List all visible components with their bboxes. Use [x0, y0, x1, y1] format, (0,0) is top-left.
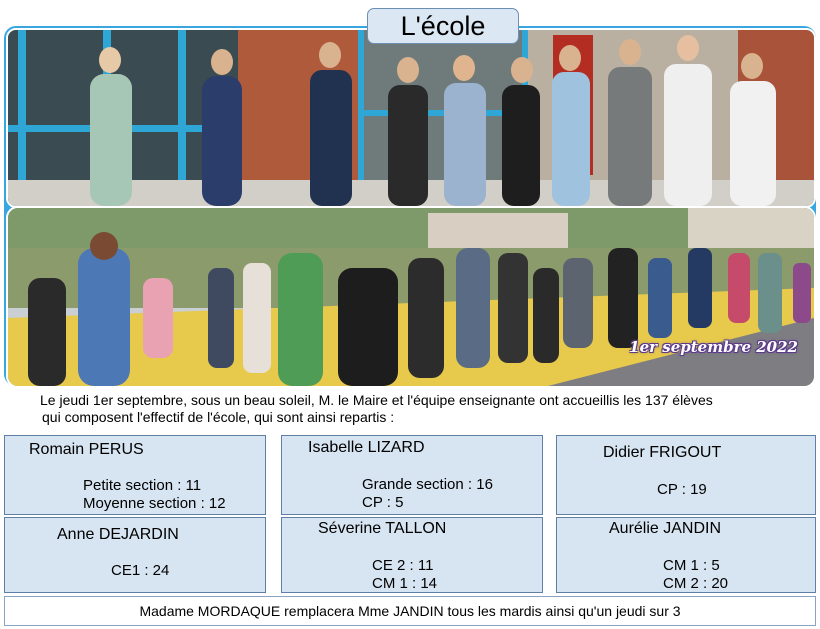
footer-note: Madame MORDAQUE remplacera Mme JANDIN tous les mardis ainsi qu'un jeudi sur 3 — [4, 596, 816, 626]
class-count-line: Grande section : 16 — [362, 476, 493, 493]
class-box-dejardin — [4, 517, 266, 593]
class-count-line: CM 2 : 20 — [663, 575, 729, 592]
staff-group-photo — [6, 28, 816, 208]
class-distribution-grid — [4, 435, 816, 595]
page-title: L'école — [367, 8, 519, 44]
teacher-name: Anne DEJARDIN — [57, 526, 179, 543]
class-count-line: CM 1 : 14 — [372, 575, 438, 592]
class-count-line: CP : 19 — [657, 481, 707, 498]
teacher-name: Isabelle LIZARD — [308, 439, 425, 456]
class-count-line: CM 1 : 5 — [663, 557, 720, 574]
class-count-line: CE 2 : 11 — [372, 557, 434, 574]
teacher-name: Séverine TALLON — [318, 520, 447, 537]
class-box-jandin — [556, 517, 816, 593]
class-box-frigout — [556, 435, 816, 515]
class-count-line: Petite section : 11 — [83, 477, 202, 494]
class-count-line: Moyenne section : 12 — [83, 495, 226, 512]
teacher-name: Romain PERUS — [29, 441, 144, 458]
staff-group-illustration — [8, 30, 814, 206]
teacher-name: Didier FRIGOUT — [603, 444, 722, 461]
class-count-line: CP : 5 — [362, 494, 404, 511]
intro-line-2: qui composent l'effectif de l'école, qui sont ainsi repartis : — [42, 409, 395, 425]
intro-text — [40, 392, 800, 426]
class-count-line: CE1 : 24 — [111, 562, 170, 579]
class-box-tallon — [281, 517, 543, 593]
class-box-lizard — [281, 435, 543, 515]
schoolyard-photo — [6, 206, 816, 388]
class-box-perus — [4, 435, 266, 515]
photo-date-caption: 1er septembre 2022 — [629, 338, 798, 356]
teacher-name: Aurélie JANDIN — [609, 520, 722, 537]
schoolyard-illustration — [8, 208, 814, 386]
intro-line-1: Le jeudi 1er septembre, sous un beau soleil, M. le Maire et l'équipe enseignante ont accueillis les 137 élèves — [40, 392, 713, 408]
